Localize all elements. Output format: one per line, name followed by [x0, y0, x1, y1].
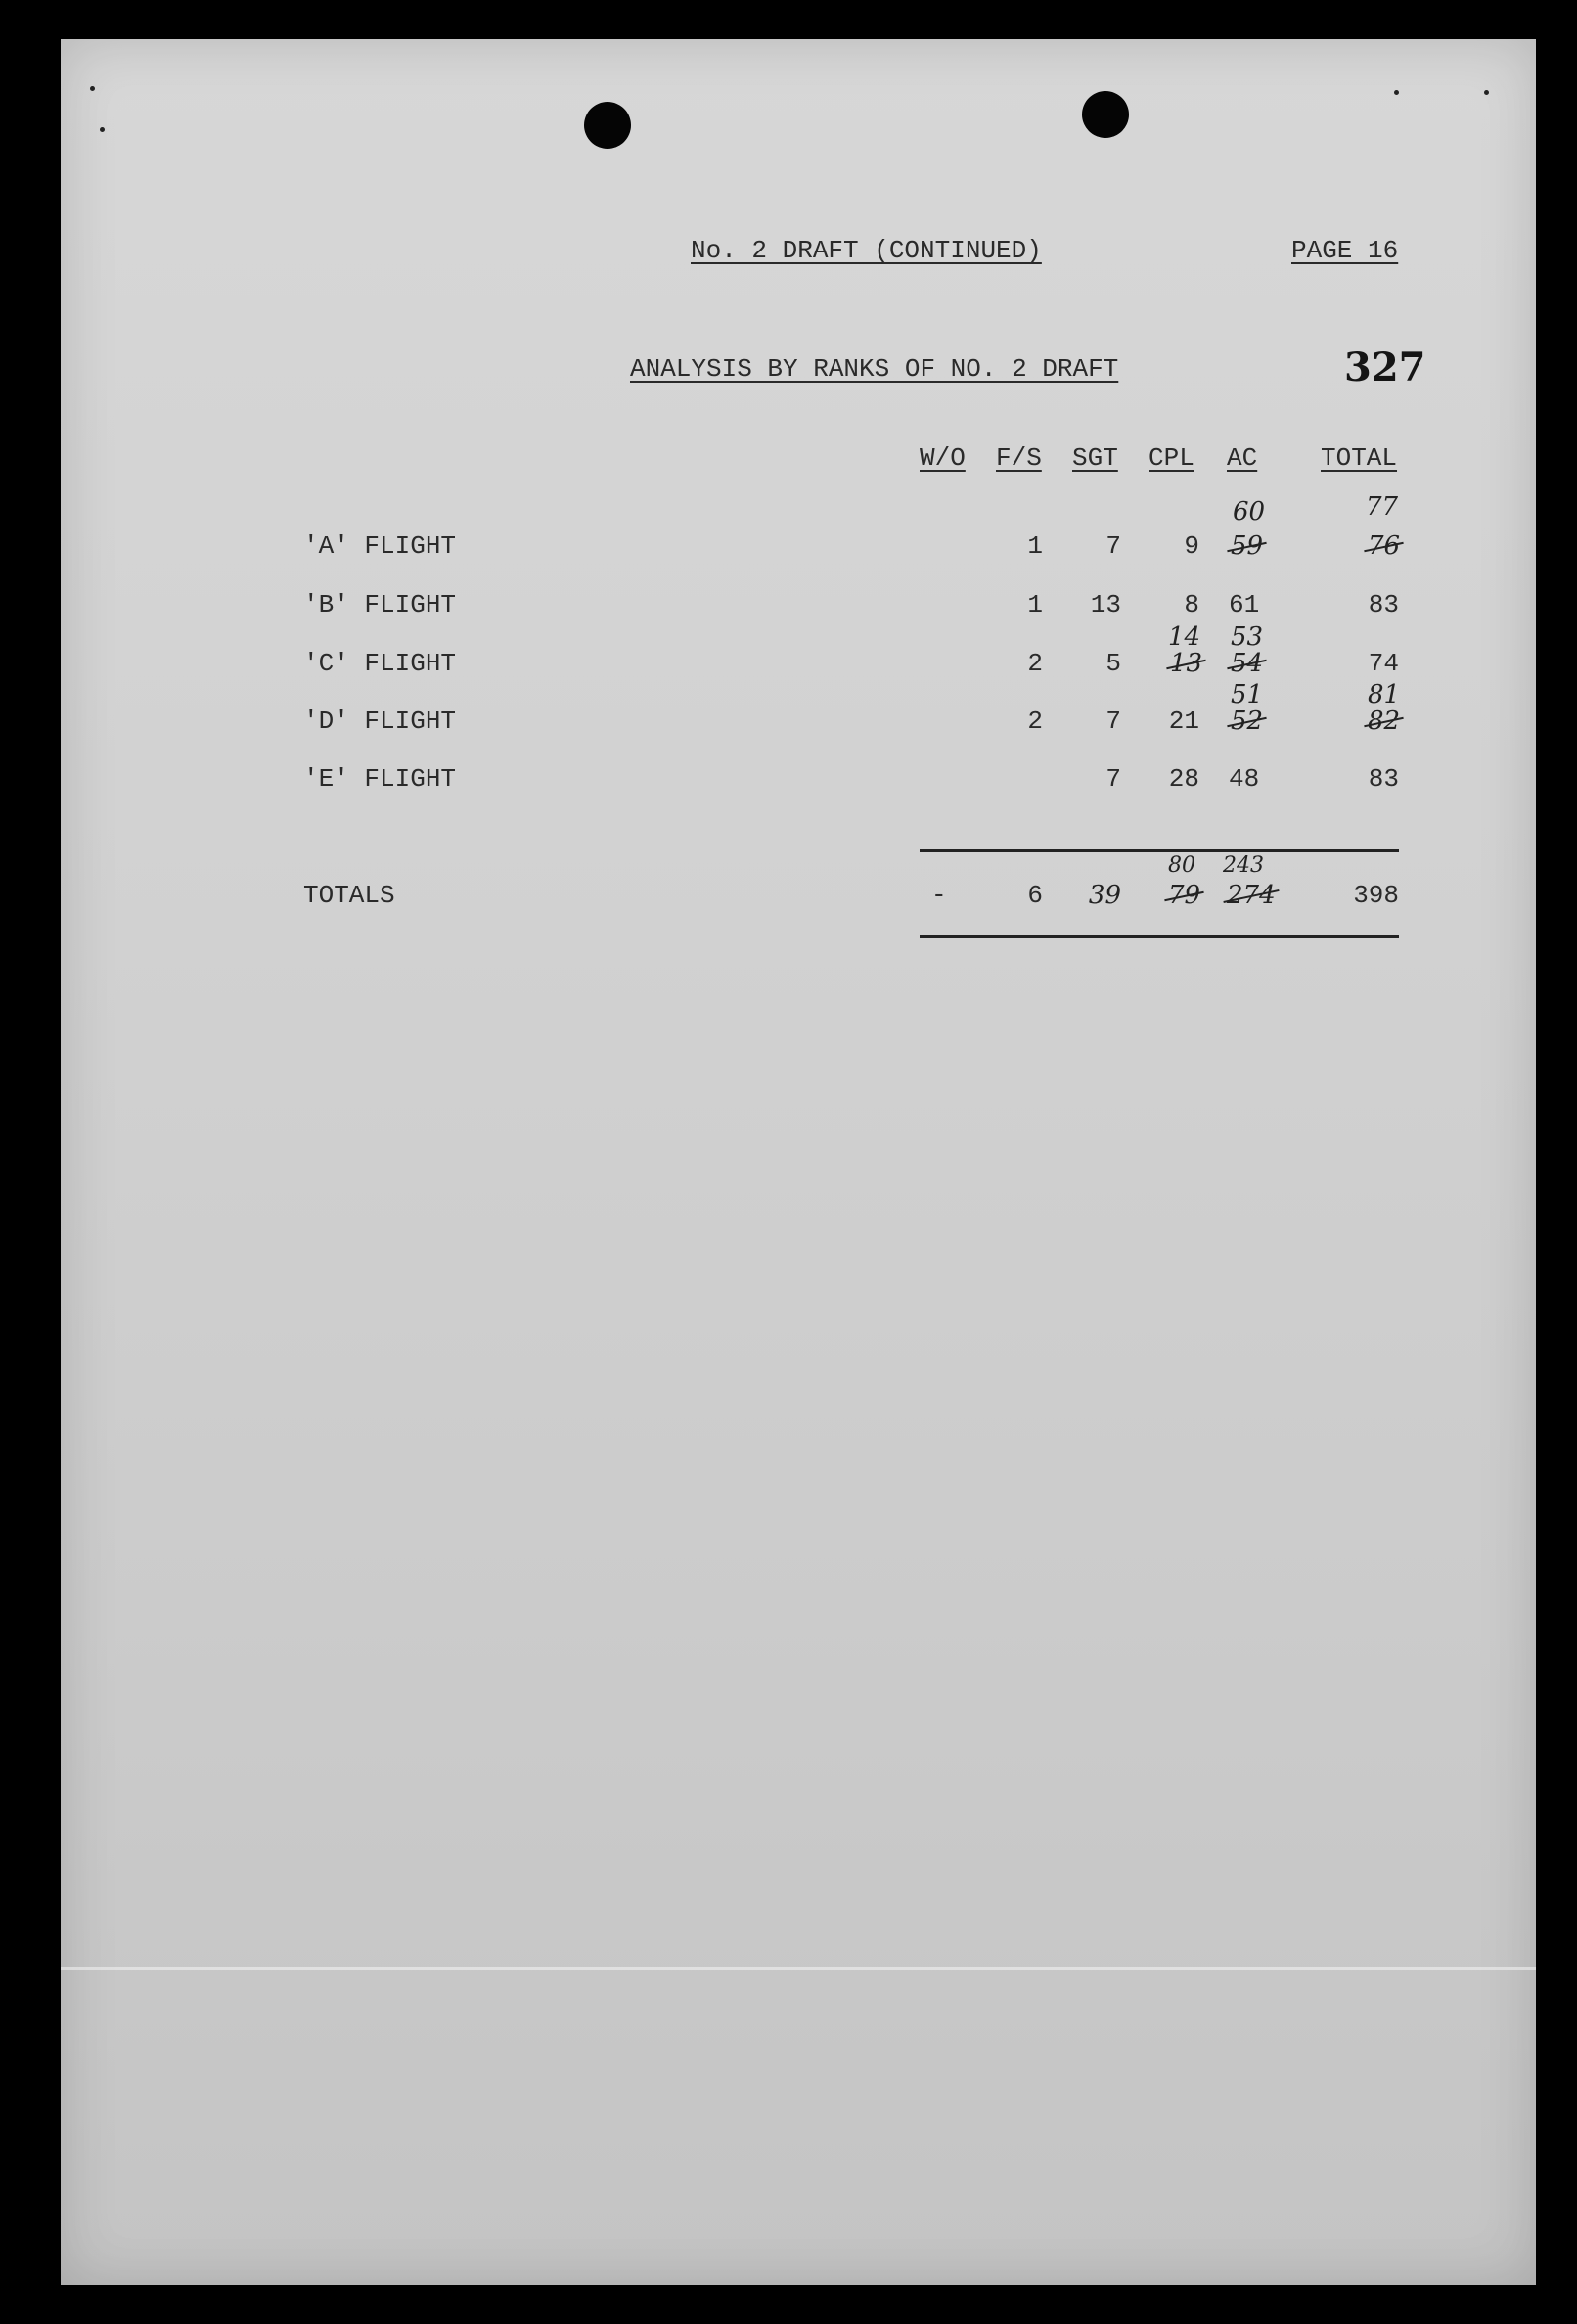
cell-sgt: 7 — [1105, 764, 1121, 794]
cell-total-correction: 81 — [1368, 680, 1401, 709]
cell-sgt: 13 — [1090, 590, 1121, 619]
cell-total: 83 — [1368, 764, 1399, 794]
cell-ac-correction: 51 — [1231, 680, 1264, 709]
speck — [90, 86, 95, 91]
row-label: 'C' FLIGHT — [303, 649, 457, 678]
totals-rule-bottom — [920, 935, 1399, 938]
totals-fs: 6 — [1027, 881, 1043, 910]
cell-ac-correction: 60 — [1233, 497, 1266, 526]
column-header-cpl: CPL — [1149, 443, 1194, 473]
totals-wo: - — [931, 881, 947, 910]
cell-ac-correction: 53 — [1231, 622, 1264, 652]
cell-cpl: 28 — [1168, 764, 1199, 794]
totals-cpl-struck: 79 — [1168, 881, 1201, 910]
totals-label: TOTALS — [303, 881, 395, 910]
cell-cpl-struck: 13 — [1170, 649, 1203, 678]
stamped-folio-number: 327 — [1344, 344, 1426, 390]
cell-fs: 1 — [1027, 590, 1043, 619]
cell-ac-struck: 59 — [1231, 531, 1264, 561]
totals-rule-top — [920, 849, 1399, 852]
row-label: 'B' FLIGHT — [303, 590, 457, 619]
row-label: 'D' FLIGHT — [303, 706, 457, 736]
cell-fs: 2 — [1027, 706, 1043, 736]
speck — [1484, 90, 1489, 95]
cell-cpl: 9 — [1184, 531, 1199, 561]
punch-hole-right — [1082, 91, 1129, 138]
cell-total: 83 — [1368, 590, 1399, 619]
column-header-sgt: SGT — [1072, 443, 1118, 473]
column-header-wo: W/O — [920, 443, 966, 473]
cell-total: 74 — [1368, 649, 1399, 678]
column-header-total: TOTAL — [1321, 443, 1398, 473]
row-label: 'A' FLIGHT — [303, 531, 457, 561]
document-title: No. 2 DRAFT (CONTINUED) — [691, 236, 1042, 265]
cell-cpl: 21 — [1168, 706, 1199, 736]
cell-fs: 1 — [1027, 531, 1043, 561]
column-header-fs: F/S — [996, 443, 1042, 473]
totals-sgt: 39 — [1088, 881, 1121, 910]
totals-ac-correction: 243 — [1223, 853, 1264, 878]
cell-ac: 48 — [1229, 764, 1260, 794]
cell-fs: 2 — [1027, 649, 1043, 678]
cell-ac-struck: 54 — [1231, 649, 1264, 678]
totals-cpl-correction: 80 — [1168, 853, 1195, 878]
speck — [100, 127, 105, 132]
row-label: 'E' FLIGHT — [303, 764, 457, 794]
cell-sgt: 7 — [1105, 531, 1121, 561]
cell-ac-struck: 52 — [1231, 706, 1264, 736]
cell-cpl: 8 — [1184, 590, 1199, 619]
cell-cpl-correction: 14 — [1168, 622, 1201, 652]
totals-total: 398 — [1353, 881, 1399, 910]
cell-total-struck: 76 — [1368, 531, 1401, 561]
cell-ac: 61 — [1229, 590, 1260, 619]
cell-sgt: 7 — [1105, 706, 1121, 736]
page-number: PAGE 16 — [1291, 236, 1399, 265]
page-fold-line — [61, 1967, 1536, 1970]
column-header-ac: AC — [1227, 443, 1258, 473]
speck — [1394, 90, 1399, 95]
punch-hole-left — [584, 102, 631, 149]
cell-total-correction: 77 — [1366, 492, 1399, 522]
cell-sgt: 5 — [1105, 649, 1121, 678]
table-heading: ANALYSIS BY RANKS OF NO. 2 DRAFT — [630, 354, 1119, 384]
cell-total-struck: 82 — [1368, 706, 1401, 736]
totals-ac-struck: 274 — [1227, 881, 1276, 910]
